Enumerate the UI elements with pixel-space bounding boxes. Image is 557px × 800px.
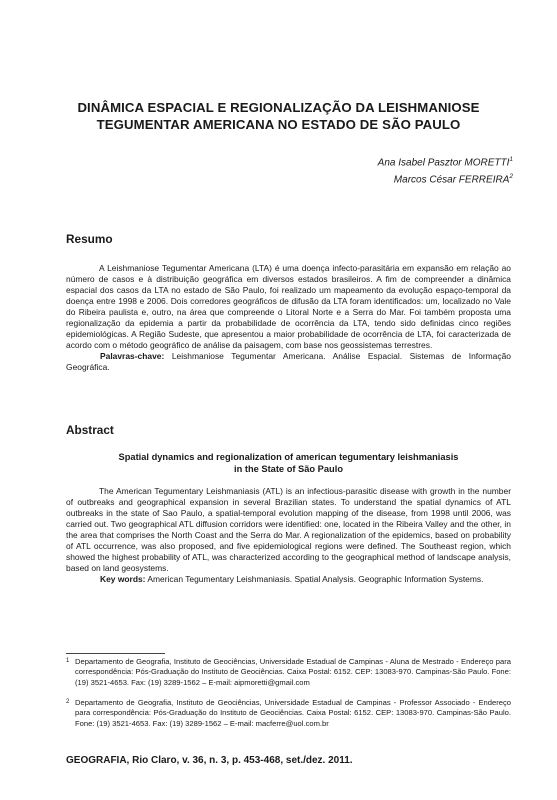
footnote-number: 1 xyxy=(66,658,70,664)
abstract-heading: Abstract xyxy=(66,423,114,437)
footnote-rule xyxy=(66,653,165,654)
footnote-number: 2 xyxy=(66,699,70,705)
abstract-keywords xyxy=(66,574,511,585)
abstract-paragraph: The American Tegumentary Leishmaniasis (ATL) is an infectious-parasitic disease with growth in the number of outbreaks and geographical expansion in several Brazilian states. To understand the spatial dynamics of ATL outbreaks in the state of Sao Paulo, a spatial-temporal evolution mapping of the disease, from 1998 until 2006, was carried out. Two geographical ATL diffusion corridors were identified: one, located in the Ribeira Valley and the other, in the area that comprises the North Coast and the Serra do Mar. A regionalization of the epidemics, based on probability of ATL occurrence, was also proposed, and five epidemiological regions were defined. The Southeast region, which showed the highest probability of ATL, was characterized according to the geographical method of landscape analysis, based on land geosystems. xyxy=(66,486,511,574)
title-line-1: DINÂMICA ESPACIAL E REGIONALIZAÇÃO DA LEISHMANIOSE xyxy=(77,100,480,115)
article-title xyxy=(40,99,517,133)
keywords-text: American Tegumentary Leishmaniasis. Spatial Analysis. Geographic Information Systems. xyxy=(147,574,484,585)
resumo-heading: Resumo xyxy=(66,232,113,246)
abstract-body xyxy=(66,486,511,585)
title-line-2: TEGUMENTAR AMERICANA NO ESTADO DE SÃO PAULO xyxy=(96,117,461,132)
author-name: Ana Isabel Pasztor MORETTI xyxy=(377,157,510,169)
english-title-line-1: Spatial dynamics and regionalization of american tegumentary leishmaniasis xyxy=(118,452,459,462)
journal-citation: GEOGRAFIA, Rio Claro, v. 36, n. 3, p. 453-468, set./dez. 2011. xyxy=(66,755,353,766)
keywords-text: Leishmaniose Tegumentar Americana. Análise Espacial. Sistemas de Informação Geográfica. xyxy=(66,351,511,373)
footnote-text: Departamento de Geografia, Instituto de Geociências, Universidade Estadual de Campinas - Aluna de Mestrado - Endereço para correspondência: Pós-Graduação do Instituto de Geociências. Caixa Postal: 6152. CEP: 13083-970. Campinas-São Paulo. Fone: (19) 3521-4653. Fax: (19) 3289-1562 – E-mail: aipmoretti@gmail.com xyxy=(75,657,511,687)
footnote-1 xyxy=(66,657,511,688)
author-name: Marcos César FERREIRA xyxy=(393,174,510,186)
resumo-keywords xyxy=(66,351,511,373)
keywords-label: Key words: xyxy=(100,574,146,585)
author-1 xyxy=(378,156,513,168)
english-title-line-2: in the State of São Paulo xyxy=(234,463,343,474)
author-footnote-mark: 2 xyxy=(509,173,513,180)
resumo-paragraph: A Leishmaniose Tegumentar Americana (LTA) é uma doença infecto-parasitária em expansão em relação ao número de casos e à distribuição geográfica em diversos estados brasileiros. A fim de compreender a dinâmica espacial dos casos da LTA no estado de São Paulo, foi realizado um mapeamento da evolução espaço-temporal da doença entre 1998 e 2006. Dois corredores geográficos de difusão da LTA foram identificados: um, localizado no Vale do Ribeira paulista e, outro, na área que compreende o Litoral Norte e a Serra do Mar. Foi também proposta uma regionalização da epidemia a partir da probabilidade de ocorrência da LTA, tendo sido definidas cinco regiões epidemiológicas. A Região Sudeste, que apresentou a maior probabilidade de ocorrência de LTA, foi caracterizada de acordo com o método geográfico de análise da paisagem, com base nos geossistemas terrestres. xyxy=(66,263,511,351)
author-footnote-mark: 1 xyxy=(509,156,513,163)
keywords-label: Palavras-chave: xyxy=(100,351,165,362)
author-2 xyxy=(394,173,513,185)
resumo-body xyxy=(66,263,511,373)
english-title xyxy=(66,452,511,475)
footnote-2 xyxy=(66,698,511,729)
footnote-text: Departamento de Geografia, Instituto de Geociências, Universidade Estadual de Campinas - Professor Associado - Endereço para correspondência: Pós-Graduação do Instituto de Geociências. Caixa Postal: 6152. CEP: 13083-970. Campinas-São Paulo. Fone: (19) 3521-4653. Fax: (19) 3289-1562 – E-mail: macferre@uol.com.br xyxy=(75,698,511,728)
